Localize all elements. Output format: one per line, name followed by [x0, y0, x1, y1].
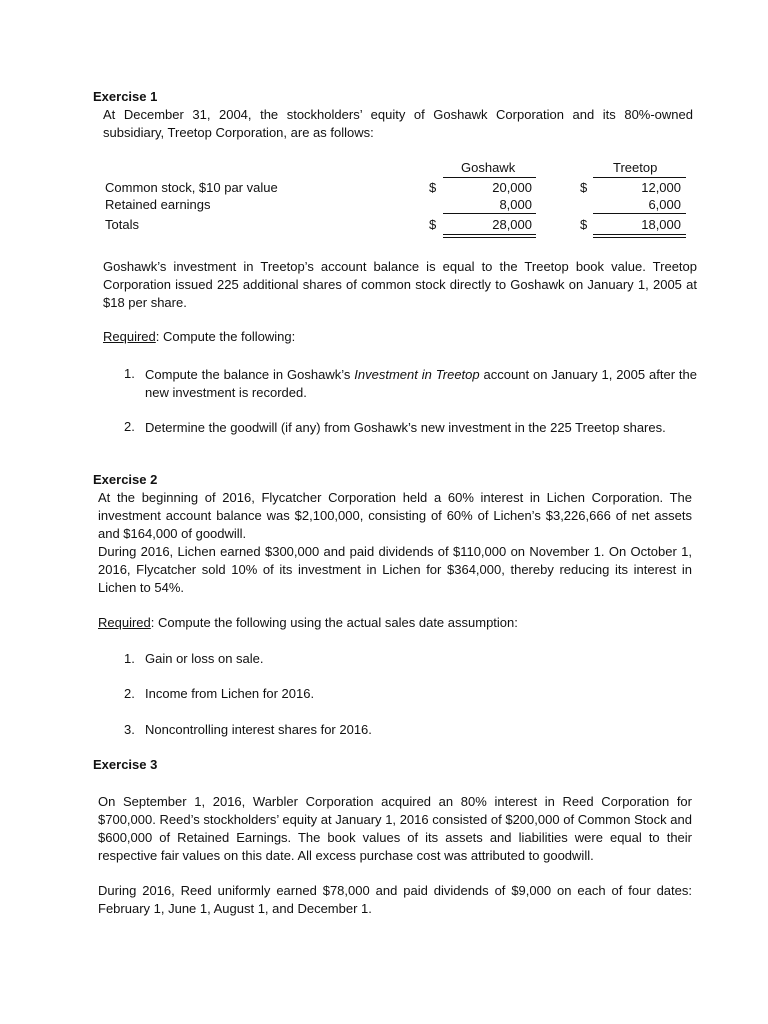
list-number: 2.: [124, 686, 135, 701]
list-number: 2.: [124, 419, 135, 434]
row-label-common-stock: Common stock, $10 par value: [105, 180, 278, 195]
goshawk-totals: 28,000: [492, 217, 532, 232]
currency-sign: $: [580, 217, 588, 232]
exercise-3-title: Exercise 3: [93, 757, 158, 772]
exercise-1-question-1: Compute the balance in Goshawk’s Investment in Treetop account on January 1, 2005 after the new investment is recorded.: [145, 367, 697, 400]
currency-sign: $: [580, 180, 588, 195]
goshawk-retained-earnings: 8,000: [499, 197, 532, 212]
treetop-retained-earnings: 6,000: [648, 197, 681, 212]
exercise-1-required: Required: Compute the following:: [103, 329, 296, 344]
goshawk-common-stock: 20,000: [492, 180, 532, 195]
exercise-2-title: Exercise 2: [93, 472, 158, 487]
col-header-goshawk: Goshawk: [461, 160, 516, 175]
exercise-3-para-1: On September 1, 2016, Warbler Corporation acquired an 80% interest in Reed Corporation for $700,000. Reed’s stockholders’ equity at January 1, 2016 consisted of $200,000 of Common Stock and $600,000 of Retained Earnings. The book values of its assets and liabilities were equal to their respective fair values on this date. All excess purchase cost was attributed to goodwill.: [98, 794, 692, 863]
exercise-1-question-2: Determine the goodwill (if any) from Goshawk’s new investment in the 225 Treetop shares.: [145, 420, 666, 435]
exercise-1-intro: At December 31, 2004, the stockholders’ equity of Goshawk Corporation and its 80%-owned subsidiary, Treetop Corporation, are as follows:: [103, 107, 693, 140]
exercise-3-para-2: During 2016, Reed uniformly earned $78,000 and paid dividends of $9,000 on each of four dates: February 1, June 1, August 1, and December 1.: [98, 883, 692, 916]
list-number: 3.: [124, 722, 135, 737]
row-label-retained-earnings: Retained earnings: [105, 197, 211, 212]
treetop-common-stock: 12,000: [641, 180, 681, 195]
currency-sign: $: [429, 180, 437, 195]
list-number: 1.: [124, 651, 135, 666]
exercise-2-required: Required: Compute the following using the actual sales date assumption:: [98, 615, 518, 630]
exercise-1-title: Exercise 1: [93, 89, 158, 104]
exercise-2-item-2: Income from Lichen for 2016.: [145, 686, 315, 701]
exercise-1-body: Goshawk’s investment in Treetop’s account balance is equal to the Treetop book value. Treetop Corporation issued 225 additional shares of common stock directly to Goshawk on January 1, 2005 at $18 per share.: [103, 259, 697, 310]
col-header-treetop: Treetop: [613, 160, 658, 175]
exercise-2-para-2: During 2016, Lichen earned $300,000 and paid dividends of $110,000 on November 1. On October 1, 2016, Flycatcher sold 10% of its investment in Lichen for $364,000, thereby reducing its interest in Lichen to 54%.: [98, 544, 692, 595]
currency-sign: $: [429, 217, 437, 232]
exercise-2-item-3: Noncontrolling interest shares for 2016.: [145, 722, 372, 737]
exercise-2-para-1: At the beginning of 2016, Flycatcher Corporation held a 60% interest in Lichen Corporation. The investment account balance was $2,100,000, consisting of 60% of Lichen’s $3,226,666 of net assets and $164,000 of goodwill.: [98, 490, 692, 541]
treetop-totals: 18,000: [641, 217, 681, 232]
list-number: 1.: [124, 366, 135, 381]
exercise-2-item-1: Gain or loss on sale.: [145, 651, 264, 666]
row-label-totals: Totals: [105, 217, 139, 232]
